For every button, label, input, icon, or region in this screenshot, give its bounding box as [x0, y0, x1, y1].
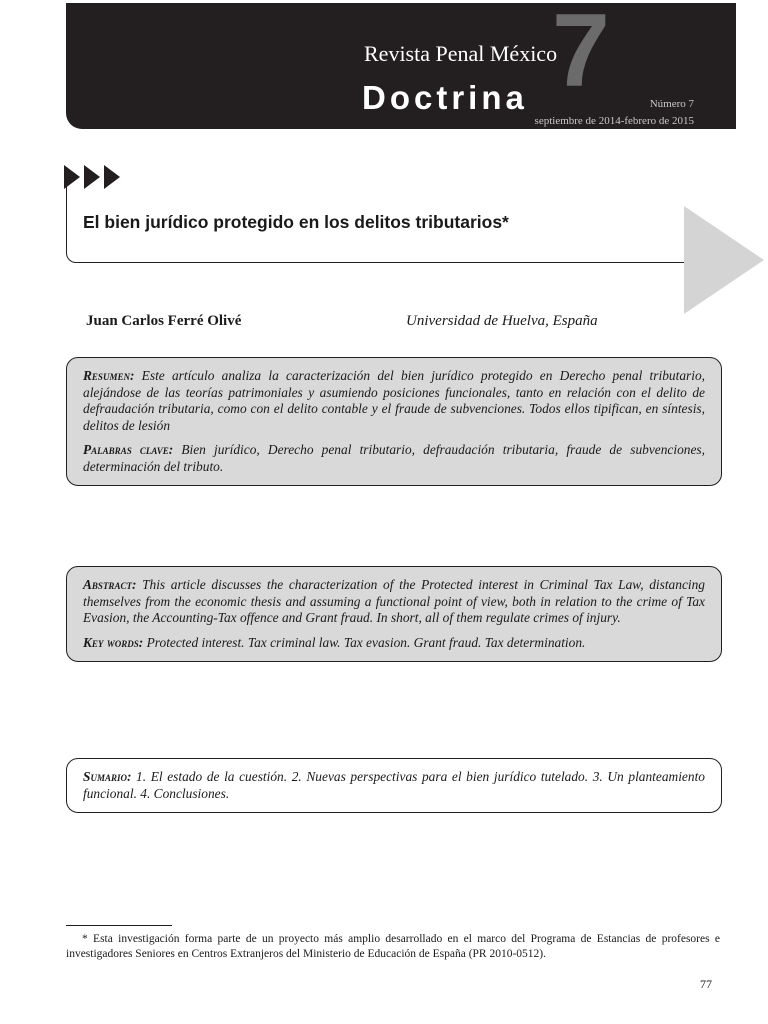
- triangle-arrow-icon: [684, 206, 764, 314]
- journal-header: [66, 0, 736, 129]
- sumario-label: Sumario:: [83, 769, 132, 784]
- key-words-paragraph: [83, 635, 705, 652]
- resumen-paragraph: [83, 368, 705, 434]
- palabras-clave-paragraph: [83, 442, 705, 475]
- issue-number-big: 7: [552, 0, 610, 109]
- abstract-box: [66, 566, 722, 662]
- author-name: Juan Carlos Ferré Olivé: [86, 313, 242, 329]
- palabras-clave-label: Palabras clave:: [83, 442, 174, 457]
- abstract-text: This article discusses the characterization of the Protected interest in Criminal Tax Law, distancing themselves from the economic thesis and assuming a functional point of view, both in relation to the crime of Tax Evasion, the Accounting-Tax offence and Grant fraud. In short, all of them regulate crimes of injury.: [83, 577, 705, 625]
- page-number: 77: [700, 977, 712, 991]
- sumario-box: [66, 758, 722, 813]
- footnote-rule: [66, 925, 172, 926]
- key-words-text: Protected interest. Tax criminal law. Tax evasion. Grant fraud. Tax determination.: [146, 634, 586, 650]
- article-title: El bien jurídico protegido en los delitos tributarios*: [83, 212, 509, 232]
- section-title: Doctrina: [362, 79, 528, 116]
- sumario-text: 1. El estado de la cuestión. 2. Nuevas perspectivas para el bien jurídico tutelado. 3. Un planteamiento funcional. 4. Conclusiones.: [83, 769, 705, 801]
- author-affiliation: Universidad de Huelva, España: [406, 313, 598, 329]
- resumen-text: Este artículo analiza la caracterización del bien jurídico protegido en Derecho penal tributario, alejándose de las teorías patrimoniales y asumiendo posiciones funcionales, tanto en relación con el delito de defraudación tributaria, como con el delito contable y el fraude de subvenciones. Todos ellos tipifican, en síntesis, delitos de lesión: [83, 368, 705, 433]
- resumen-box: [66, 357, 722, 486]
- key-words-label: Key words:: [83, 634, 144, 650]
- palabras-clave-text: Bien jurídico, Derecho penal tributario, defraudación tributaria, fraude de subvenciones, determinación del tributo.: [83, 442, 705, 474]
- resumen-label: Resumen:: [83, 368, 135, 383]
- footnote: * Esta investigación forma parte de un proyecto más amplio desarrollado en el marco del Programa de Estancias de profesores e investigadores Seniores en Centros Extranjeros del Ministerio de Educación de España (PR 2010-0512).: [66, 933, 720, 960]
- issue-dates: septiembre de 2014-febrero de 2015: [534, 115, 694, 127]
- journal-name: Revista Penal México: [364, 41, 558, 66]
- abstract-label: Abstract:: [83, 577, 137, 592]
- issue-label: Número 7: [649, 98, 694, 110]
- sumario-paragraph: [83, 769, 705, 802]
- abstract-paragraph: [83, 577, 705, 627]
